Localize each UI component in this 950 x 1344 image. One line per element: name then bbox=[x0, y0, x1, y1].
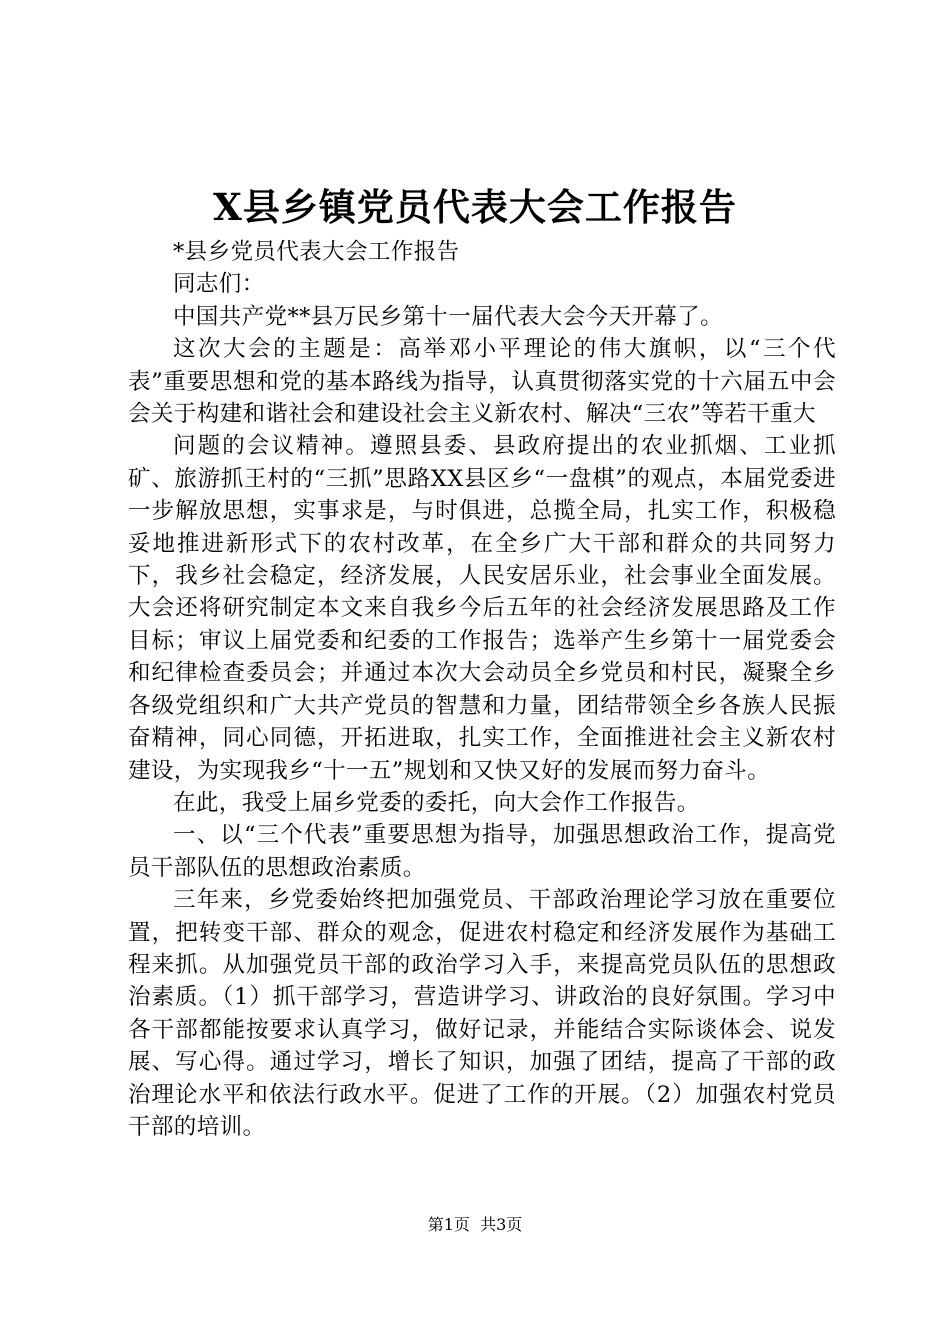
paragraph-section-heading: 一、以“三个代表”重要思想为指导，加强思想政治工作，提高党员干部队伍的思想政治素质。 bbox=[128, 822, 836, 881]
footer-spacer bbox=[470, 1215, 480, 1234]
page-footer bbox=[0, 1214, 950, 1236]
document-title: X县乡镇党员代表大会工作报告 bbox=[213, 185, 737, 229]
paragraph-theme: 这次大会的主题是：高举邓小平理论的伟大旗帜，以“三个代表”重要思想和党的基本路线为指导，认真贯彻落实党的十六届五中会会关于构建和谐社会和建设社会主义新农村、解决“三农”等若干重大 bbox=[128, 336, 836, 428]
paragraph-three-years: 三年来，乡党委始终把加强党员、干部政治理论学习放在重要位置，把转变干部、群众的观念，促进农村稳定和经济发展作为基础工程来抓。从加强党员干部的政治学习入手，来提高党员队伍的思想政治素质。（1）抓干部学习，营造讲学习、讲政治的良好氛围。学习中各干部都能按要求认真学习，做好记录，并能结合实际谈体会、说发展、写心得。通过学习，增长了知识，加强了团结，提高了干部的政治理论水平和依法行政水平。促进了工作的开展。（2）加强农村党员干部的培训。 bbox=[128, 887, 836, 1140]
page-total: 共3页 bbox=[480, 1215, 523, 1234]
paragraph-spirit: 问题的会议精神。遵照县委、县政府提出的农业抓烟、工业抓矿、旅游抓王村的“三抓”思路XX县区乡“一盘棋”的观点，本届党委进一步解放思想，实事求是，与时俱进，总揽全局，扎实工作，积极稳妥地推进新形式下的农村改革，在全乡广大干部和群众的共同努力下，我乡社会稳定，经济发展，人民安居乐业，社会事业全面发展。大会还将研究制定本文来自我乡今后五年的社会经济发展思路及工作目标；审议上届党委和纪委的工作报告；选举产生乡第十一届党委会和纪律检查委员会；并通过本次大会动员全乡党员和村民，凝聚全乡各级党组织和广大共产党员的智慧和力量，团结带领全乡各族人民振奋精神，同心同德，开拓进取，扎实工作，全面推进社会主义新农村建设，为实现我乡“十一五”规划和又快又好的发展而努力奋斗。 bbox=[128, 433, 836, 784]
paragraph-opening: 中国共产党**县万民乡第十一届代表大会今天开幕了。 bbox=[173, 303, 724, 330]
paragraph-entrusted: 在此，我受上届乡党委的委托，向大会作工作报告。 bbox=[173, 789, 700, 816]
page-number: 第1页 bbox=[427, 1215, 470, 1234]
paragraph-subtitle: *县乡党员代表大会工作报告 bbox=[173, 239, 460, 265]
paragraph-salutation: 同志们： bbox=[173, 271, 265, 298]
document-body bbox=[128, 236, 836, 1143]
